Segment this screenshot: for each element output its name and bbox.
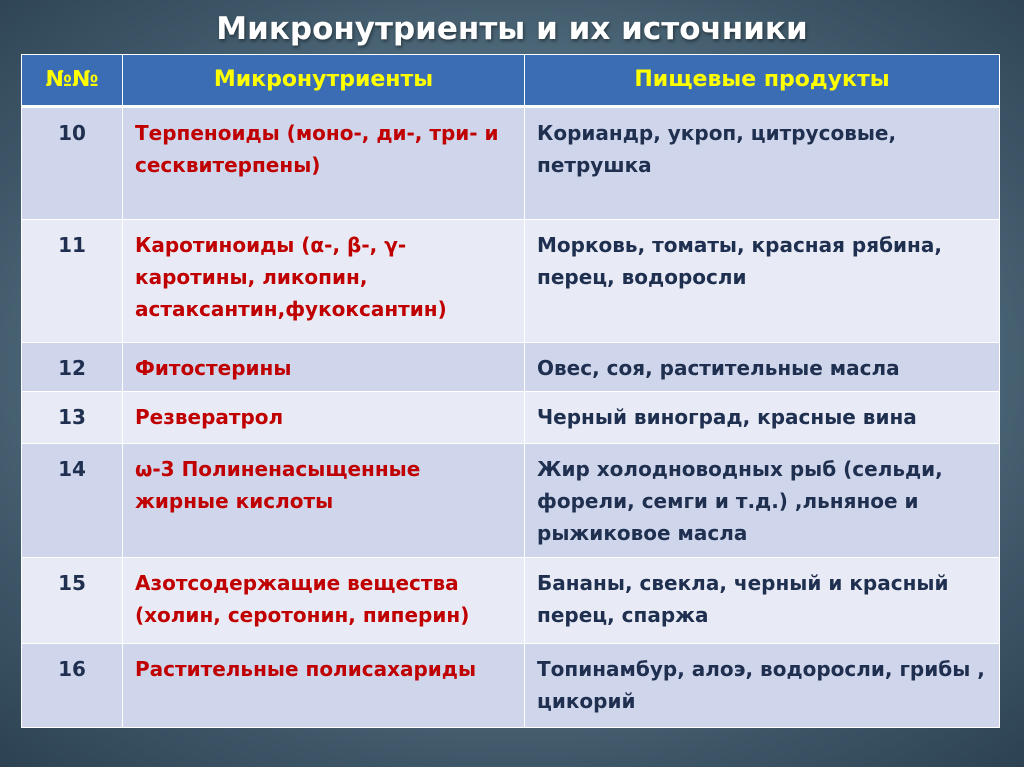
table-row — [22, 558, 1000, 644]
row-num: 11 — [22, 220, 123, 343]
header-foods: Пищевые продукты — [525, 55, 1000, 107]
row-foods: Морковь, томаты, красная рябина, перец, водоросли — [525, 220, 1000, 343]
table-row — [22, 644, 1000, 728]
row-num: 14 — [22, 444, 123, 558]
table-row — [22, 343, 1000, 392]
row-num: 13 — [22, 392, 123, 444]
header-num: №№ — [22, 55, 123, 107]
micronutrients-table — [21, 54, 1000, 728]
row-foods: Черный виноград, красные вина — [525, 392, 1000, 444]
table-row — [22, 444, 1000, 558]
row-foods: Топинамбур, алоэ, водоросли, грибы , цикорий — [525, 644, 1000, 728]
row-micronutrient: Каротиноиды (α-, β-, γ-каротины, ликопин, астаксантин,фукоксантин) — [123, 220, 525, 343]
row-micronutrient: Азотсодержащие вещества (холин, серотонин, пиперин) — [123, 558, 525, 644]
table-row — [22, 392, 1000, 444]
table-row — [22, 220, 1000, 343]
table-header-row — [22, 55, 1000, 107]
row-foods: Овес, соя, растительные масла — [525, 343, 1000, 392]
row-micronutrient: Терпеноиды (моно-, ди-, три- и сесквитерпены) — [123, 107, 525, 220]
row-micronutrient: Растительные полисахариды — [123, 644, 525, 728]
row-micronutrient: Резвератрол — [123, 392, 525, 444]
row-num: 10 — [22, 107, 123, 220]
row-micronutrient: ω-3 Полиненасыщенные жирные кислоты — [123, 444, 525, 558]
header-micronutrients: Микронутриенты — [123, 55, 525, 107]
row-num: 16 — [22, 644, 123, 728]
row-num: 15 — [22, 558, 123, 644]
row-foods: Жир холодноводных рыб (сельди, форели, семги и т.д.) ,льняное и рыжиковое масла — [525, 444, 1000, 558]
slide-title: Микронутриенты и их источники — [216, 11, 808, 47]
row-foods: Бананы, свекла, черный и красный перец, спаржа — [525, 558, 1000, 644]
row-foods: Кориандр, укроп, цитрусовые, петрушка — [525, 107, 1000, 220]
row-micronutrient: Фитостерины — [123, 343, 525, 392]
table-row — [22, 107, 1000, 220]
row-num: 12 — [22, 343, 123, 392]
